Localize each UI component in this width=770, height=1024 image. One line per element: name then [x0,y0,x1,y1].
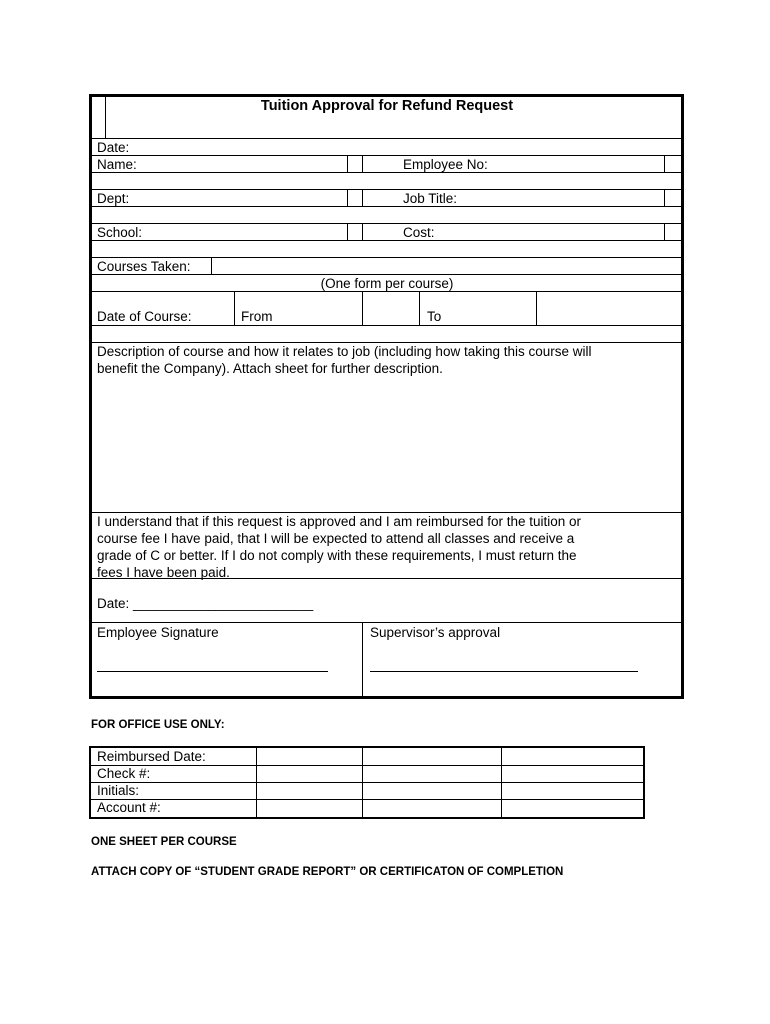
office-row-account-number: Account #: [97,800,161,815]
courses-taken-label: Courses Taken: [97,259,191,274]
school-field[interactable] [212,224,346,240]
one-form-note: (One form per course) [320,276,454,291]
courses-taken-field[interactable] [213,258,681,274]
cost-label: Cost: [403,225,435,240]
to-label: To [427,309,442,324]
footer-note-attach-copy: ATTACH COPY OF “STUDENT GRADE REPORT” OR CERTIFICATON OF COMPLETION [91,866,564,878]
supervisor-approval-label: Supervisor’s approval [370,625,501,640]
employee-signature-line[interactable] [97,671,328,672]
office-row-initials: Initials: [97,783,140,798]
footer-note-one-sheet: ONE SHEET PER COURSE [91,836,237,848]
employee-no-label: Employee No: [403,157,488,172]
from-date-field[interactable] [364,292,418,324]
name-label: Name: [97,157,137,172]
office-use-heading: FOR OFFICE USE ONLY: [91,719,225,731]
date-signature-line[interactable]: Date: ________________________ [97,596,314,611]
job-title-label: Job Title: [403,191,458,206]
date-label: Date: [97,140,130,155]
dept-label: Dept: [97,191,130,206]
agreement-text: I understand that if this request is approved and I am reimbursed for the tuition or course fee I have paid, that I will be expected to attend all classes and receive a grade of C or better. If I do not comply with these requirements, I must return the fees I have been paid. [97,514,582,580]
office-row-check-number: Check #: [97,766,151,781]
form-title: Tuition Approval for Refund Request [260,98,514,114]
school-label: School: [97,225,143,240]
to-date-field[interactable] [538,292,681,324]
description-field[interactable] [94,380,680,510]
dept-field[interactable] [212,190,346,206]
from-label: From [241,309,273,324]
employee-no-field[interactable] [490,156,662,172]
description-instructions: Description of course and how it relates to job (including how taking this course will benefit the Company). Attach sheet for further description. [97,344,592,376]
office-row-reimbursed-date: Reimbursed Date: [97,749,206,764]
supervisor-approval-line[interactable] [370,671,638,672]
employee-signature-label: Employee Signature [97,625,219,640]
cost-field[interactable] [450,224,662,240]
name-field[interactable] [212,156,346,172]
job-title-field[interactable] [470,190,662,206]
title-bottom-line [92,138,682,139]
date-of-course-label: Date of Course: [97,309,192,324]
